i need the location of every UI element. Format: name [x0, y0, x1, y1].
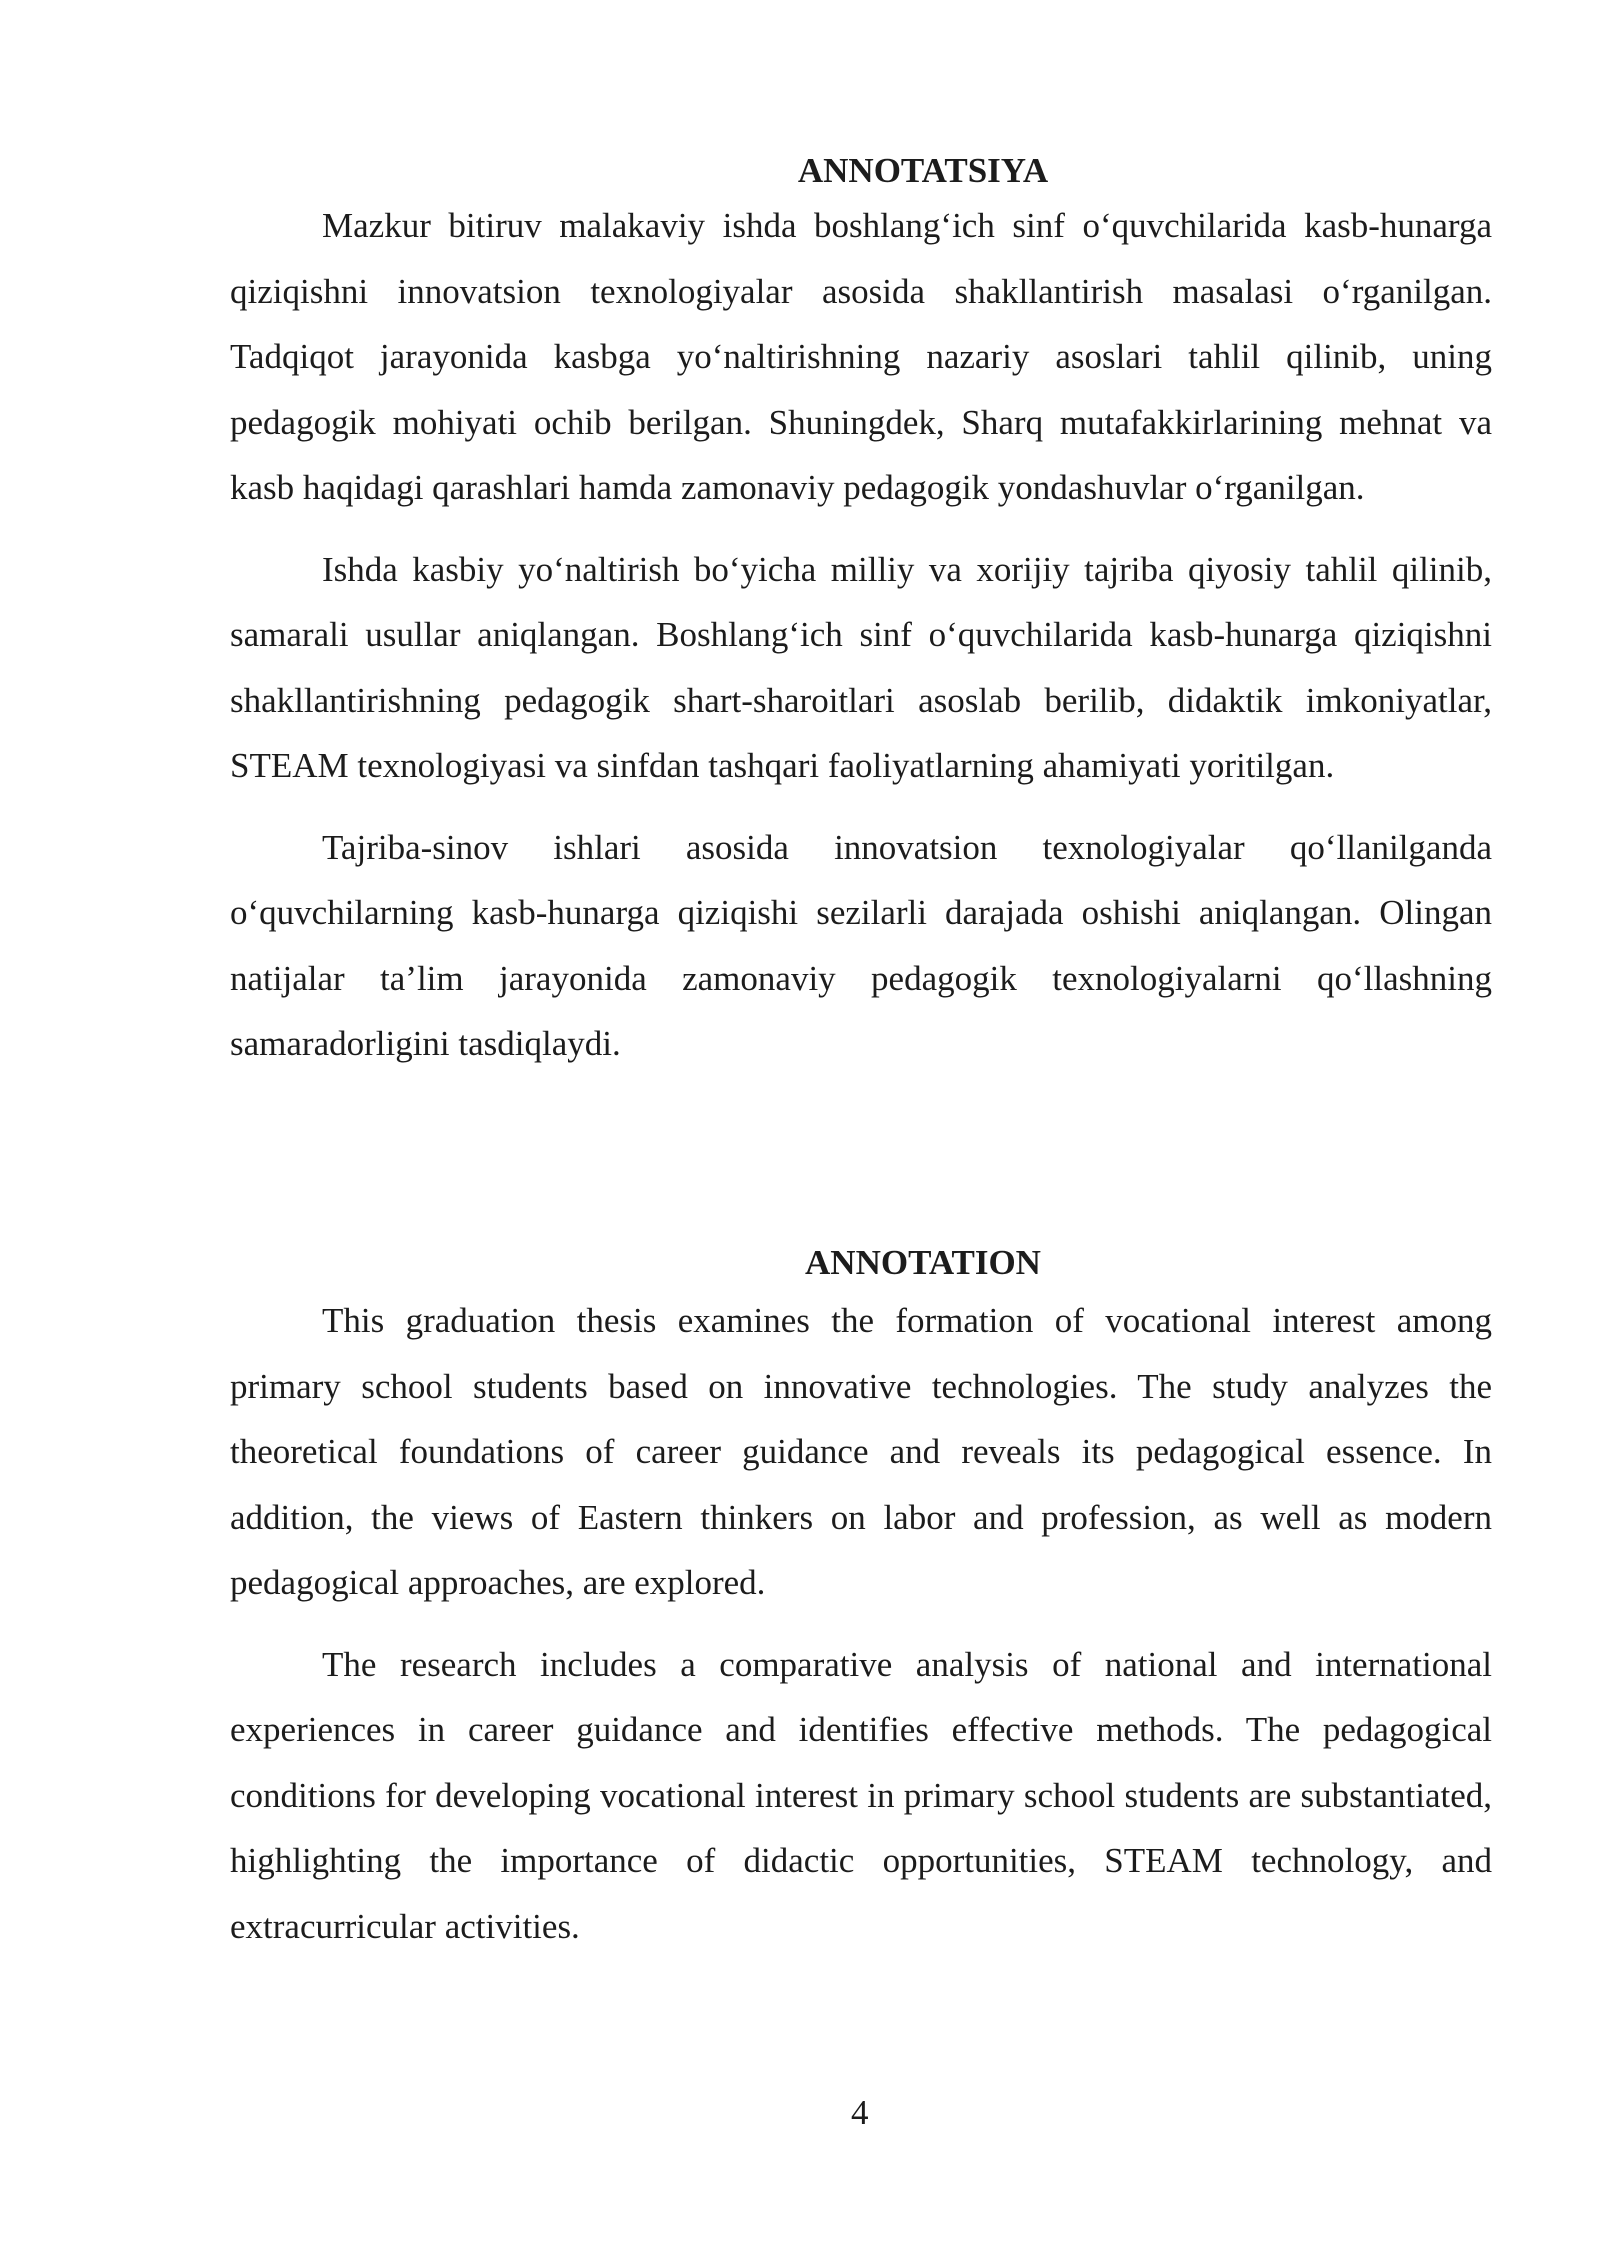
annotation-uzbek-section	[230, 146, 1492, 1077]
section-heading-uzbek: ANNOTATSIYA	[797, 151, 1049, 190]
page-number: 4	[851, 2093, 869, 2132]
paragraph-uz-1: Mazkur bitiruv malakaviy ishda boshlang‘ich sinf o‘quvchilarida kasb-hunarga qiziqishni innovatsion texnologiyalar asosida shakllantirish masalasi o‘rganilgan. Tadqiqot jarayonida kasbga yo‘naltirishning nazariy asoslari tahlil qilinib, uning pedagogik mohiyati ochib berilgan. Shuningdek, Sharq mutafakkirlarining mehnat va kasb haqidagi qarashlari hamda zamonaviy pedagogik yondashuvlar o‘rganilgan.	[230, 206, 1492, 507]
paragraph-uz-3: Tajriba-sinov ishlari asosida innovatsion texnologiyalar qo‘llanilganda o‘quvchilarning kasb-hunarga qiziqishi sezilarli darajada oshishi aniqlangan. Olingan natijalar ta’lim jarayonida zamonaviy pedagogik texnologiyalarni qo‘llashning samaradorligini tasdiqlaydi.	[230, 827, 1492, 1063]
paragraph-en-2: The research includes a comparative analysis of national and international experiences in career guidance and identifies effective methods. The pedagogical conditions for developing vocational interest in primary school students are substantiated, highlighting the importance of didactic opportunities, STEAM technology, and extracurricular activities.	[230, 1644, 1492, 1946]
annotation-english-section	[230, 1238, 1492, 1959]
section-heading-english: ANNOTATION	[805, 1243, 1041, 1282]
paragraph-en-1: This graduation thesis examines the formation of vocational interest among primary school students based on innovative technologies. The study analyzes the theoretical foundations of career guidance and reveals its pedagogical essence. In addition, the views of Eastern thinkers on labor and profession, as well as modern pedagogical approaches, are explored.	[230, 1301, 1492, 1602]
paragraph-uz-2: Ishda kasbiy yo‘naltirish bo‘yicha milliy va xorijiy tajriba qiyosiy tahlil qilinib, samarali usullar aniqlangan. Boshlang‘ich sinf o‘quvchilarida kasb-hunarga qiziqishni shakllantirishning pedagogik shart-sharoitlari asoslab berilib, didaktik imkoniyatlar, STEAM texnologiyasi va sinfdan tashqari faoliyatlarning ahamiyati yoritilgan.	[230, 549, 1492, 785]
